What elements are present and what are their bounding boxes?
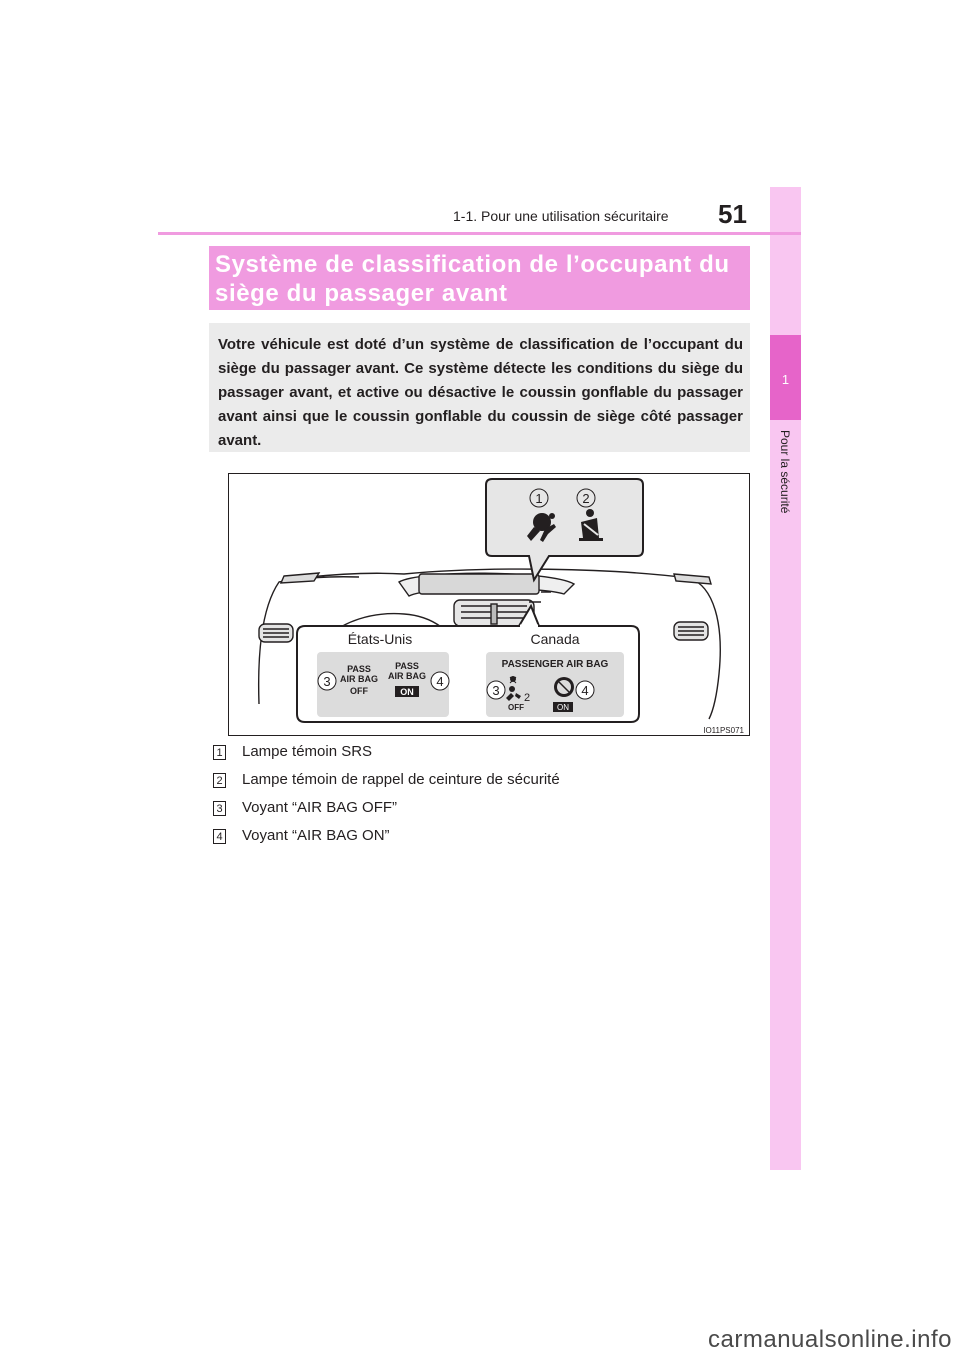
svg-text:AIR BAG: AIR BAG xyxy=(388,671,426,681)
section-header: 1-1. Pour une utilisation sécuritaire xyxy=(453,208,669,224)
header-divider xyxy=(158,232,801,235)
callout-number-4-us xyxy=(431,672,449,690)
svg-text:2: 2 xyxy=(582,491,590,506)
svg-text:PASS: PASS xyxy=(347,664,371,674)
legend-text: Voyant “AIR BAG ON” xyxy=(242,827,390,844)
page-title: Système de classification de l’occupant du siège du passager avant xyxy=(215,251,730,307)
callout-number-3-canada xyxy=(487,681,505,699)
legend-number: 1 xyxy=(213,745,226,760)
canada-label: Canada xyxy=(530,631,580,647)
figure-id: IO11PS071 xyxy=(703,726,744,735)
svg-text:AIR BAG: AIR BAG xyxy=(340,674,378,684)
callout-number-3-us xyxy=(318,672,336,690)
title-box xyxy=(209,246,750,310)
callout-number-4-canada xyxy=(576,681,594,699)
legend-number: 3 xyxy=(213,801,226,816)
legend-number: 2 xyxy=(213,773,226,788)
legend-item xyxy=(213,825,633,849)
svg-text:1: 1 xyxy=(535,491,543,506)
svg-text:4: 4 xyxy=(581,683,589,698)
indicator-callout xyxy=(486,479,643,580)
dashboard-illustration xyxy=(228,473,750,736)
svg-text:3: 3 xyxy=(492,683,500,698)
legend-text: Lampe témoin de rappel de ceinture de sécurité xyxy=(242,771,560,788)
us-indicator-panel xyxy=(317,652,449,717)
intro-box xyxy=(209,323,750,452)
legend-item xyxy=(213,769,633,793)
page-number: 51 xyxy=(718,199,747,229)
svg-text:OFF: OFF xyxy=(508,703,524,712)
chapter-label xyxy=(766,430,806,570)
legend-item xyxy=(213,741,633,765)
svg-text:2: 2 xyxy=(524,692,531,704)
legend-number: 4 xyxy=(213,829,226,844)
intro-paragraph: Votre véhicule est doté d’un système de classification de l’occupant du siège du passager avant. Ce système détecte les conditions du siège du passager avant, et active ou désactive le coussin gonflable du passager avant ainsi que le coussin gonflable du coussin de siège côté passager avant. xyxy=(218,336,743,449)
legend-text: Voyant “AIR BAG OFF” xyxy=(242,799,398,816)
legend-text: Lampe témoin SRS xyxy=(242,743,373,760)
legend-item xyxy=(213,797,633,821)
svg-text:ON: ON xyxy=(400,687,414,697)
chapter-label-text: Pour la sécurité xyxy=(778,430,792,514)
us-label: États-Unis xyxy=(347,631,413,647)
canada-header: PASSENGER AIR BAG xyxy=(501,659,609,670)
chapter-number: 1 xyxy=(781,372,790,387)
svg-text:PASS: PASS xyxy=(395,661,419,671)
watermark: carmanualsonline.info xyxy=(708,1326,952,1353)
svg-text:ON: ON xyxy=(557,703,569,712)
svg-text:OFF: OFF xyxy=(350,686,368,696)
svg-text:4: 4 xyxy=(436,674,444,689)
svg-text:3: 3 xyxy=(323,674,331,689)
